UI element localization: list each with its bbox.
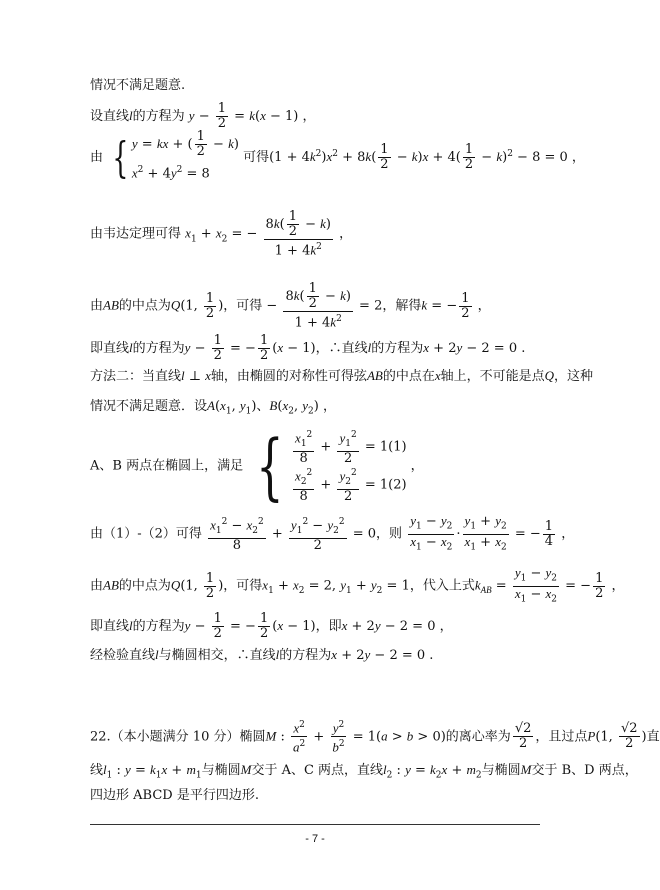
text-line: 方法二：当直线l ⊥ x轴，由椭圆的对称性可得弦AB的中点在x轴上，不可能是点Q，这种	[90, 368, 594, 384]
question-22: 22.（本小题满分 10 分）椭圆M : $\frac{x^2}{a^2}$ + $\frac{y^2}{b^2}$ = 1(a > b > 0)的离心率为 $\frac{√2}{2}$ ，且过点P(1, $\frac{√2}{2}$ )直	[90, 720, 660, 755]
text-line: 经检验直线l与椭圆相交，∴直线l的方程为x + 2y − 2 = 0 .	[90, 647, 434, 663]
text-line: 情况不满足题意.	[90, 78, 186, 93]
text-line: 由AB的中点为Q(1, $\frac{1}{2}$ )，可得 − 8k( $\frac{1}{2}$ − k) $1 + 4k^2$ = 2，解得k = − $\frac{1}{2}$ ，	[90, 281, 491, 331]
page-number: - 7 -	[305, 833, 325, 845]
equation-system: 由 { y = kx + ( $\frac{1}{2}$ − k) $x^2 + 4y^2 = 8$ 可得$(1 + 4k^2)x^2 + 8k$( $\frac{1}{2}$ − k)x + 4( $\frac{1}{2}$ − k)$^2$ − 8 = 0 ，	[90, 129, 585, 182]
text-line: 即直线l的方程为y − $\frac{1}{2}$ = − $\frac{1}{2}$ (x − 1)，即x + 2y − 2 = 0 ，	[90, 611, 453, 641]
text-line: 由韦达定理可得 $x_1 + x_2$ = − 8k( $\frac{1}{2}$ − k) $1 + 4k^2$ ，	[90, 209, 353, 259]
footer-divider	[90, 824, 540, 825]
text-line: 由AB的中点为Q(1, $\frac{1}{2}$ )，可得$x_1 + x_2 = 2$, $y_1 + y_2 = 1$，代入上式$k_{AB}$ = $\frac{y_1 - y_2}{x_1 - x_2}$ = − $\frac{1}{2}$ ，	[90, 565, 625, 605]
text-line: 由（1）-（2）可得 $\frac{x_1^2 - x_2^2}{8}$ + $\frac{y_1^2 - y_2^2}{2}$ = 0，则 $\frac{y_1 - y_2}{x_1 - x_2}$ · $\frac{y_1 + y_2}{x_1 + x_2}$ = − $\frac{1}{4}$ ，	[90, 513, 575, 554]
text-line: 设直线l的方程为 y − $\frac{1}{2}$ = k(x − 1) ，	[90, 101, 316, 131]
text-line: 线$l_1$ : $y = k_1x + m_1$与椭圆M交于 A、C 两点，直线$l_2$ : $y = k_2x + m_2$与椭圆M交于 B、D 两点，	[90, 762, 638, 781]
fraction: $\frac{1}{2}$	[217, 101, 227, 131]
text-line: 四边形 ABCD 是平行四边形.	[90, 788, 259, 803]
text-line: 即直线l的方程为y − $\frac{1}{2}$ = − $\frac{1}{2}$ (x − 1)，∴直线l的方程为x + 2y − 2 = 0 .	[90, 333, 526, 363]
text-line: 情况不满足题意．设$A(x_1$, $y_1$)、$B(x_2$, $y_2$) ，	[90, 398, 336, 417]
equation-system: A、B 两点在椭圆上，满足 { $\frac{x_1^2}{8}$ + $\frac{y_1^2}{2}$ = 1(1) $\frac{x_2^2}{8}$ + $\frac{y_2^2}{2}$ = 1(2) ，	[90, 423, 424, 508]
